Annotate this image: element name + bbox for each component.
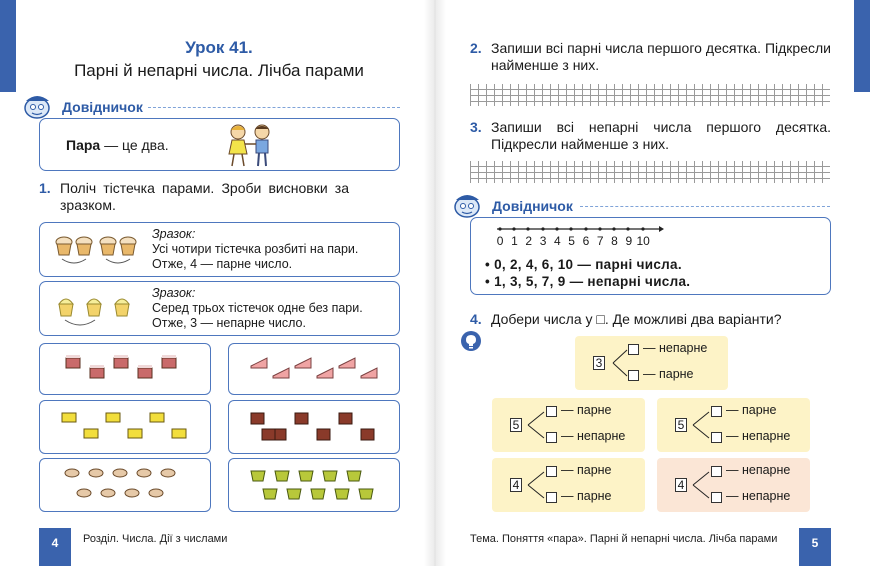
number-line-label: 5 xyxy=(568,234,575,248)
sample2-line1: Серед трьох тістечок одне без пари. xyxy=(152,301,363,315)
three-cupcakes-icon xyxy=(56,294,136,332)
pastry-panel-1 xyxy=(39,343,211,395)
variant-top-label: — парне xyxy=(561,403,612,417)
task2-text: Запиши всі парні числа першого десятка. Підкресли найменше з них. xyxy=(491,40,831,73)
task1-text: Поліч тістечка парами. Зроби висновки за зразком. xyxy=(60,180,349,213)
children-pair-icon xyxy=(222,122,278,168)
answer-square[interactable] xyxy=(711,432,722,443)
yellow-cakes-icon xyxy=(40,401,210,453)
lesson-title: Парні й непарні числа. Лічба парами xyxy=(74,61,364,80)
green-cupcakes-icon xyxy=(229,459,399,511)
task4-number: 4. xyxy=(470,311,482,327)
variant-number: 4 xyxy=(510,478,522,492)
number-reference-box xyxy=(470,217,831,295)
reference-divider xyxy=(580,206,830,207)
variant-box-4 xyxy=(492,458,645,512)
number-line-labels xyxy=(493,234,650,248)
variant-bottom-label: — непарне xyxy=(561,429,626,443)
task1-number: 1. xyxy=(39,180,51,196)
answer-square[interactable] xyxy=(711,466,722,477)
sample2-box xyxy=(39,281,400,336)
variant-top-label: — парне xyxy=(726,403,777,417)
variant-box-3 xyxy=(657,398,810,452)
muffins-icon xyxy=(40,459,210,511)
variant-number: 3 xyxy=(593,356,605,370)
cake-slices-icon xyxy=(229,344,399,394)
number-line-label: 6 xyxy=(582,234,590,248)
variant-top-label: — парне xyxy=(561,463,612,477)
footer-left: Розділ. Числа. Дії з числами xyxy=(83,533,228,545)
reference-divider xyxy=(148,107,400,108)
number-line-label: 0 xyxy=(496,234,504,248)
page-gutter xyxy=(424,0,446,566)
answer-square[interactable] xyxy=(711,406,722,417)
number-line-label: 9 xyxy=(625,234,633,248)
odd-numbers-fact: • 1, 3, 5, 7, 9 — непарні числа. xyxy=(485,274,691,289)
answer-square[interactable] xyxy=(546,406,557,417)
variant-number: 5 xyxy=(675,418,687,432)
answer-square[interactable] xyxy=(546,492,557,503)
reference-term: Пара xyxy=(66,137,101,153)
variant-number: 4 xyxy=(675,478,687,492)
task3-text: Запиши всі непарні числа першого десятка. Підкресли найменше з них. xyxy=(491,119,831,152)
number-line-icon xyxy=(493,224,665,234)
lightbulb-icon xyxy=(460,330,482,352)
pastry-panel-2 xyxy=(228,343,400,395)
variant-top-label: — непарне xyxy=(726,463,791,477)
number-line-label: 2 xyxy=(525,234,533,248)
sample1-text xyxy=(152,227,358,272)
page-number-right: 5 xyxy=(799,528,831,566)
even-numbers-fact: • 0, 2, 4, 6, 10 — парні числа. xyxy=(485,257,682,272)
sample2-text xyxy=(152,286,363,331)
footer-right: Тема. Поняття «пара». Парні й непарні числа. Лічба парами xyxy=(470,533,778,545)
number-line-label: 10 xyxy=(636,234,650,248)
answer-square[interactable] xyxy=(628,370,639,381)
pastry-panel-4 xyxy=(228,400,400,454)
task2-writing-grid[interactable] xyxy=(470,84,830,106)
right-edge-tab xyxy=(854,0,870,92)
number-line-label: 7 xyxy=(596,234,604,248)
variant-box-5 xyxy=(657,458,810,512)
pastry-panel-3 xyxy=(39,400,211,454)
answer-square[interactable] xyxy=(546,432,557,443)
reference-definition: — це два. xyxy=(104,137,169,153)
number-line-label: 4 xyxy=(553,234,561,248)
four-cupcakes-icon xyxy=(54,233,142,269)
task4-text: Добери числа у □. Де можливі два варіанти? xyxy=(491,311,782,327)
number-line-label: 3 xyxy=(539,234,547,248)
reference-text xyxy=(66,137,169,153)
sample1-box xyxy=(39,222,400,277)
sample1-line1: Усі чотири тістечка розбиті на пари. xyxy=(152,242,359,256)
variant-bottom-label: — непарне xyxy=(726,489,791,503)
variant-bottom-label: — парне xyxy=(643,367,694,381)
variant-box-1 xyxy=(575,336,728,390)
variant-bottom-label: — парне xyxy=(561,489,612,503)
layer-cakes-icon xyxy=(40,344,210,394)
reference-label: Довідничок xyxy=(62,99,143,115)
number-line-label: 1 xyxy=(511,234,518,248)
sample1-label: Зразок: xyxy=(152,227,196,241)
number-line-label: 8 xyxy=(611,234,618,248)
variant-box-2 xyxy=(492,398,645,452)
task3-writing-grid[interactable] xyxy=(470,161,830,183)
answer-square[interactable] xyxy=(546,466,557,477)
answer-square[interactable] xyxy=(711,492,722,503)
variant-number: 5 xyxy=(510,418,522,432)
page-number-left: 4 xyxy=(39,528,71,566)
lesson-number: Урок 41. xyxy=(185,38,253,57)
reference-box xyxy=(39,118,400,171)
task3-number: 3. xyxy=(470,119,482,135)
variant-bottom-label: — непарне xyxy=(726,429,791,443)
answer-square[interactable] xyxy=(628,344,639,355)
sample1-line2: Отже, 4 — парне число. xyxy=(152,257,293,271)
sample2-label: Зразок: xyxy=(152,286,196,300)
pastry-panel-6 xyxy=(228,458,400,512)
variant-top-label: — непарне xyxy=(643,341,708,355)
reference-label: Довідничок xyxy=(492,198,573,214)
task2-number: 2. xyxy=(470,40,482,56)
pastry-panel-5 xyxy=(39,458,211,512)
chocolate-cakes-icon xyxy=(229,401,399,453)
sample2-line2: Отже, 3 — непарне число. xyxy=(152,316,306,330)
